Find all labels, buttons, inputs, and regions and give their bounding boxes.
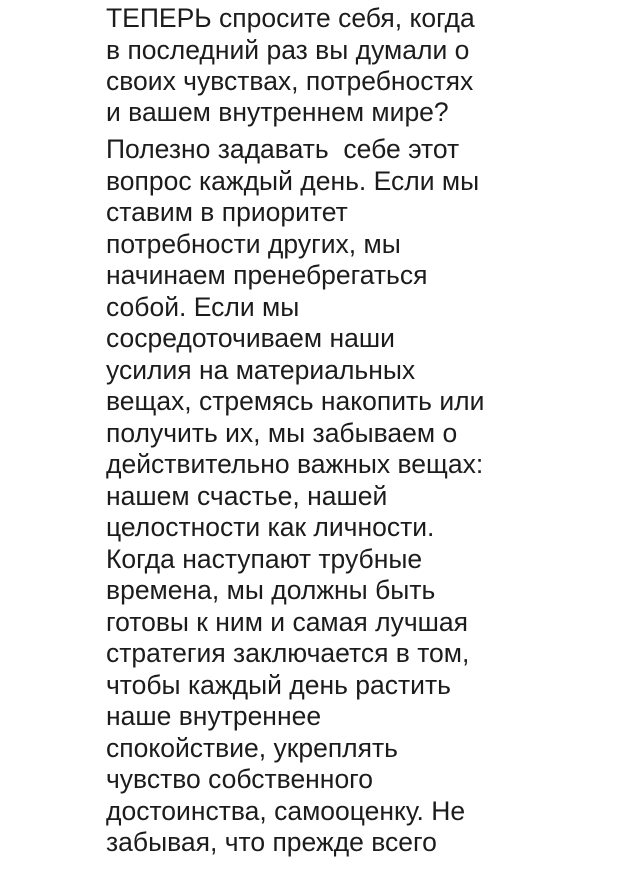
text-line: Полезно задавать себе этот (106, 134, 460, 164)
text-line: готовы к ним и самая лучшая (106, 607, 468, 637)
text-line: стратегия заключается в том, (106, 638, 470, 668)
text-line: сосредоточиваем наши (106, 323, 395, 353)
text-line: забывая, что прежде всего (106, 827, 437, 857)
text-line: собой. Если мы (106, 292, 300, 322)
text-line: действительно важных вещах: (106, 449, 484, 479)
text-line: потребности других, мы (106, 229, 401, 259)
text-line: вещах, стремясь накопить или (106, 386, 485, 416)
text-line: ТЕПЕРЬ спросите себя, когда (106, 3, 475, 33)
text-line: спокойствие, укреплять (106, 733, 398, 763)
text-line: и вашем внутреннем мире? (106, 97, 449, 127)
text-line: начинаем пренебрегаться (106, 260, 428, 290)
text-line: своих чувствах, потребностях (106, 66, 474, 96)
text-line: целостности как личности. (106, 512, 435, 542)
text-line: нашем счастье, нашей (106, 481, 388, 511)
text-line: ставим в приоритет (106, 197, 348, 227)
text-line: вопрос каждый день. Если мы (106, 166, 480, 196)
text-line: времена, мы должны быть (106, 575, 436, 605)
text-line: чувство собственного (106, 764, 374, 794)
text-line: в последний раз вы думали о (106, 35, 470, 65)
text-line: усилия на материальных (106, 355, 416, 385)
text-line: наше внутреннее (106, 701, 322, 731)
text-line: получить их, мы забываем о (106, 418, 458, 448)
text-line: Когда наступают трубные (106, 544, 423, 574)
text-line: достоинства, самооценку. Не (106, 796, 466, 826)
text-line: чтобы каждый день растить (106, 670, 451, 700)
